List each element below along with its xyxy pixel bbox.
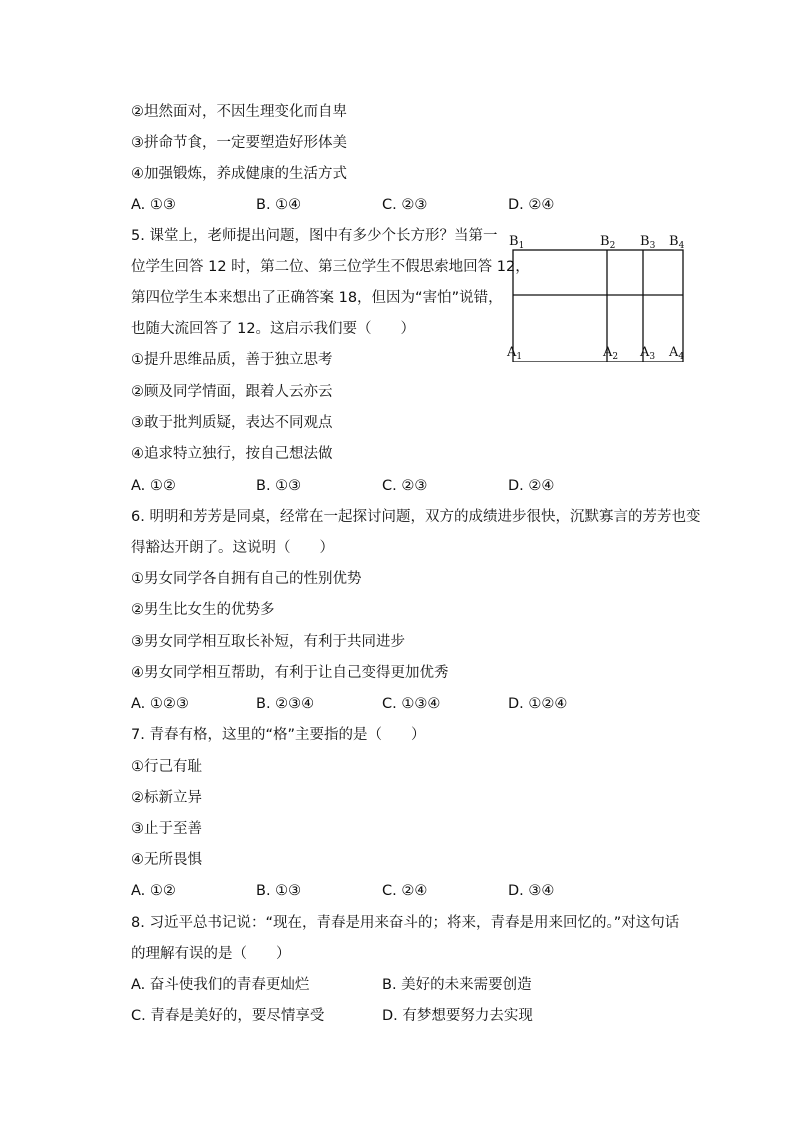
q7-item-3: ③止于至善 (131, 821, 202, 837)
q5-option-b: B. ①③ (256, 478, 302, 494)
q6-option-c: C. ①③④ (382, 696, 441, 712)
q5-item-3: ③敢于批判质疑，表达不同观点 (131, 415, 333, 431)
q8-option-c: C. 青春是美好的，要尽情享受 (131, 1008, 325, 1024)
q8-option-d: D. 有梦想要努力去实现 (382, 1008, 533, 1024)
label-a2: $A_2$ (603, 345, 619, 362)
label-b1: $B_1$ (509, 234, 525, 251)
label-b3: $B_3$ (640, 234, 656, 251)
q8-option-b: B. 美好的未来需要创造 (382, 977, 532, 993)
q5-option-a: A. ①② (131, 478, 176, 494)
q8-stem-line-2: 的理解有误的是（ ） (131, 946, 291, 962)
rectangle-diagram (505, 228, 695, 362)
q4-item-3: ③拼命节食，一定要塑造好形体美 (131, 135, 347, 151)
q6-stem-line-2: 得豁达开朗了。这说明（ ） (131, 540, 334, 556)
label-a4: $A_4$ (669, 345, 685, 362)
q5-stem-line-2: 位学生回答 12 时，第二位、第三位学生不假思索地回答 12， (131, 259, 530, 275)
q6-item-4: ④男女同学相互帮助，有利于让自己变得更加优秀 (131, 665, 449, 681)
q5-option-c: C. ②③ (382, 478, 428, 494)
q7-item-4: ④无所畏惧 (131, 852, 202, 868)
q7-option-d: D. ③④ (508, 883, 555, 899)
q5-stem-line-4: 也随大流回答了 12。这启示我们要（ ） (131, 321, 416, 337)
q4-option-a: A. ①③ (131, 197, 176, 213)
q6-item-3: ③男女同学相互取长补短，有利于共同进步 (131, 634, 405, 650)
q7-option-b: B. ①③ (256, 883, 302, 899)
q7-option-c: C. ②④ (382, 883, 428, 899)
label-a3: $A_3$ (640, 345, 656, 362)
q6-option-b: B. ②③④ (256, 696, 315, 712)
q7-item-2: ②标新立异 (131, 790, 202, 806)
q5-item-4: ④追求特立独行，按自己想法做 (131, 446, 333, 462)
q6-stem-line-1: 6. 明明和芳芳是同桌，经常在一起探讨问题，双方的成绩进步很快，沉默寡言的芳芳也变 (131, 509, 701, 525)
q4-option-d: D. ②④ (508, 197, 555, 213)
q4-item-2: ②坦然面对，不因生理变化而自卑 (131, 104, 347, 120)
q6-option-a: A. ①②③ (131, 696, 189, 712)
q4-option-b: B. ①④ (256, 197, 302, 213)
q5-item-2: ②顾及同学情面，跟着人云亦云 (131, 384, 333, 400)
q5-stem-line-3: 第四位学生本来想出了正确答案 18，但因为“害怕”说错， (131, 290, 503, 306)
q5-option-d: D. ②④ (508, 478, 555, 494)
q7-stem: 7. 青春有格，这里的“格”主要指的是（ ） (131, 727, 426, 743)
diagram-outer-rectangle (513, 250, 683, 362)
q7-option-a: A. ①② (131, 883, 176, 899)
q6-item-2: ②男生比女生的优势多 (131, 602, 275, 618)
q8-option-a: A. 奋斗使我们的青春更灿烂 (131, 977, 310, 993)
q7-item-1: ①行己有耻 (131, 759, 202, 775)
q4-item-4: ④加强锻炼，养成健康的生活方式 (131, 166, 347, 182)
q5-stem-line-1: 5. 课堂上，老师提出问题，图中有多少个长方形？当第一 (131, 228, 498, 244)
q8-stem-line-1: 8. 习近平总书记说：“现在，青春是用来奋斗的；将来，青春是用来回忆的。”对这句话 (131, 915, 680, 931)
q4-option-c: C. ②③ (382, 197, 428, 213)
q5-item-1: ①提升思维品质，善于独立思考 (131, 352, 333, 368)
q6-option-d: D. ①②④ (508, 696, 568, 712)
label-b2: $B_2$ (600, 234, 616, 251)
q6-item-1: ①男女同学各自拥有自己的性别优势 (131, 571, 362, 587)
label-b4: $B_4$ (669, 234, 685, 251)
label-a1: $A_1$ (507, 345, 523, 362)
